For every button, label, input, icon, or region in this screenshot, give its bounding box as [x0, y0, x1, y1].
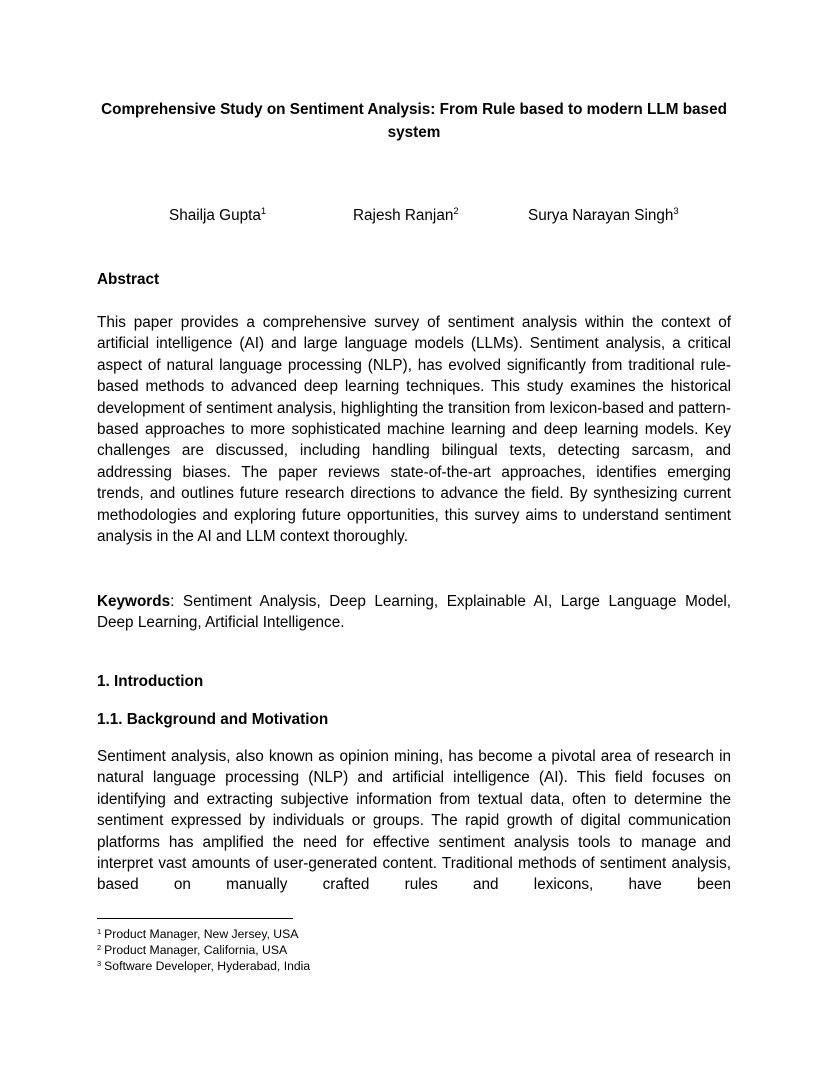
abstract-text: This paper provides a comprehensive survey of sentiment analysis within the context of artificial intelligence (AI) and large language models (LLMs). Sentiment analysis, a critical aspect of natural language processing (NLP), has evolved significantly from traditional rule-based methods to advanced deep learning techniques. This study examines the historical development of sentiment analysis, highlighting the transition from lexicon-based and pattern-based approaches to more sophisticated machine learning and deep learning models. Key challenges are discussed, including handling bilingual texts, detecting sarcasm, and addressing biases. The paper reviews state-of-the-art approaches, identifies emerging trends, and outlines future research directions to advance the field. By synthesizing current methodologies and exploring future opportunities, this survey aims to understand sentiment analysis in the AI and LLM context thoroughly.: [97, 314, 731, 546]
author-3: [528, 206, 679, 226]
subsection-heading-background: 1.1. Background and Motivation: [97, 711, 329, 728]
footnote-1: [97, 927, 310, 943]
footnote-mark: 1: [97, 927, 102, 936]
author-2: [353, 206, 459, 226]
background-text: Sentiment analysis, also known as opinion mining, has become a pivotal area of research in natural language processing (NLP) and artificial intelligence (AI). This field focuses on identifying and extracting subjective information from textual data, often to determine the sentiment expressed by individuals or groups. The rapid growth of digital communication platforms has amplified the need for effective sentiment analysis tools to manage and interpret vast amounts of user-generated content. Traditional methods of sentiment analysis, based on manually crafted rules and lexicons, have been: [97, 748, 731, 894]
abstract-heading: Abstract: [97, 271, 160, 288]
footnote-3: [97, 959, 310, 975]
footnote-text: Product Manager, California, USA: [104, 942, 288, 957]
paper-title: Comprehensive Study on Sentiment Analysis: From Rule based to modern LLM based system: [101, 101, 727, 141]
footnote-divider: [97, 918, 293, 919]
author-mark: 2: [453, 206, 459, 217]
author-mark: 1: [260, 206, 267, 217]
keywords-text: : Sentiment Analysis, Deep Learning, Explainable AI, Large Language Model, Deep Learning, Artificial Intelligence.: [97, 593, 731, 632]
footnote-2: [97, 943, 310, 959]
footnote-mark: 3: [97, 958, 102, 968]
keywords-label: Keywords: [97, 593, 171, 610]
keywords-paragraph: [97, 591, 731, 634]
footnote-text: Product Manager, New Jersey, USA: [104, 927, 299, 941]
author-name: Rajesh Ranjan: [353, 207, 454, 224]
section-heading-introduction: 1. Introduction: [97, 673, 204, 690]
author-mark: 3: [673, 206, 679, 217]
footnote-text: Software Developer, Hyderabad, India: [104, 958, 311, 973]
author-name: Shailja Gupta: [169, 207, 261, 224]
footnote-mark: 2: [97, 942, 102, 952]
footnotes: [97, 927, 310, 975]
author-1: [169, 206, 266, 226]
author-name: Surya Narayan Singh: [528, 207, 674, 224]
